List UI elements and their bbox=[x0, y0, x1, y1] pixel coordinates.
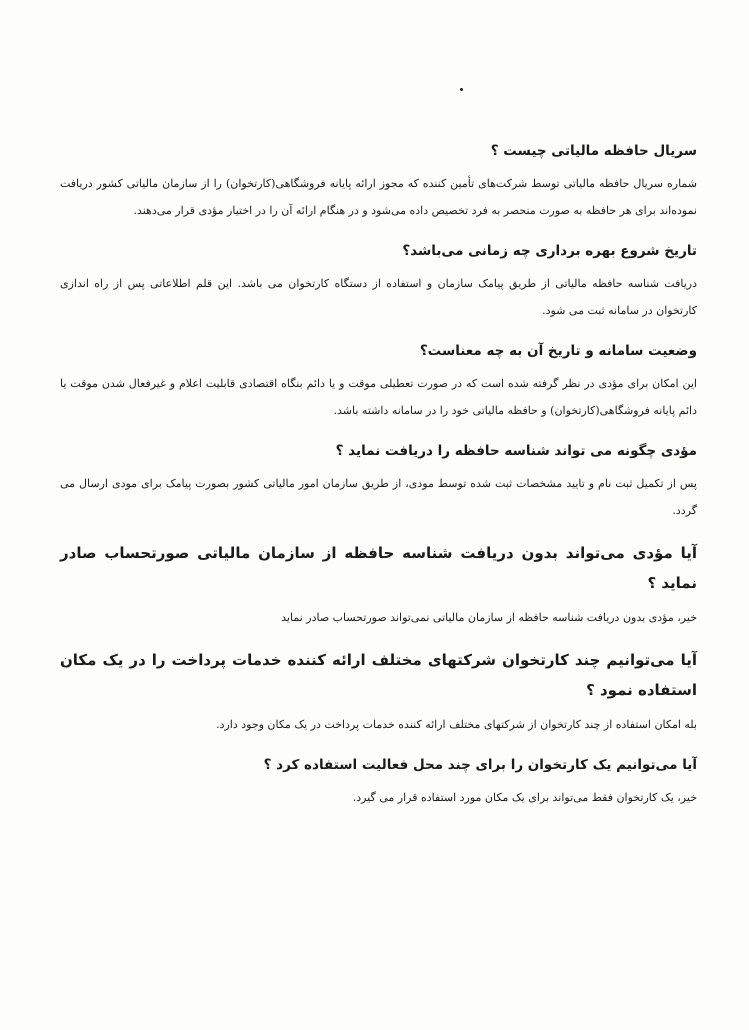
faq-section bbox=[60, 138, 697, 224]
faq-question: آیا می‌توانیم چند کارتخوان شرکتهای مختلف ارائه کننده خدمات پرداخت را در یک مکان استفاده نمود ؟ bbox=[60, 651, 697, 699]
faq-answer: پس از تکمیل ثبت نام و تایید مشخصات ثبت شده توسط مودی، از طریق سازمان امور مالیاتی کشور بصورت پیامک برای مودی ارسال می گردد. bbox=[60, 477, 697, 517]
faq-answer: خیر، یک کارتخوان فقط می‌تواند برای یک مکان مورد استفاده قرار می گیرد. bbox=[352, 791, 697, 804]
faq-section bbox=[60, 645, 697, 738]
faq-section bbox=[60, 238, 697, 324]
faq-answer: شماره سریال حافظه مالیاتی توسط شرکت‌های تأمین کننده که مجوز ارائه پایانه فروشگاهی(کارتخوان) را از سازمان مالیاتی کشور دریافت نموده‌اند برای هر حافظه به صورت منحصر به فرد تخصیص داده می‌شود و در هنگام ارائه آن را در اختیار مؤدی قرار می‌دهند. bbox=[60, 177, 697, 217]
faq-question: تاریخ شروع بهره برداری چه زمانی می‌باشد؟ bbox=[402, 243, 697, 259]
faq-question: آیا می‌توانیم یک کارتخوان را برای چند محل فعالیت استفاده کرد ؟ bbox=[263, 757, 697, 773]
faq-answer: این امکان برای مؤدی در نظر گرفته شده است که در صورت تعطیلی موقت و یا دائم بنگاه اقتصادی قابلیت اعلام و غیرفعال شدن موقت یا دائم پایانه فروشگاهی(کارتخوان) و حافظه مالیاتی خود را در سامانه داشته باشد. bbox=[60, 377, 697, 417]
faq-section bbox=[60, 752, 697, 811]
scan-speck bbox=[460, 88, 463, 91]
faq-answer: دریافت شناسه حافظه مالیاتی از طریق پیامک سازمان و استفاده از دستگاه کارتخوان می باشد. این قلم اطلاعاتی پس از راه اندازی کارتخوان در سامانه ثبت می شود. bbox=[60, 277, 697, 317]
faq-question: مؤدی چگونه می تواند شناسه حافظه را دریافت نماید ؟ bbox=[335, 443, 697, 459]
faq-answer: خیر، مؤدی بدون دریافت شناسه حافظه از سازمان مالیاتی نمی‌تواند صورتحساب صادر نماید bbox=[281, 611, 697, 624]
faq-question: سریال حافظه مالیاتی چیست ؟ bbox=[490, 143, 697, 159]
faq-answer: بله امکان استفاده از چند کارتخوان از شرکتهای مختلف ارائه کننده خدمات پرداخت در یک مکان وجود دارد. bbox=[216, 718, 697, 731]
faq-section bbox=[60, 538, 697, 631]
faq-content bbox=[60, 138, 697, 825]
faq-question: وضعیت سامانه و تاریخ آن به چه معناست؟ bbox=[419, 343, 697, 359]
faq-section bbox=[60, 338, 697, 424]
faq-section bbox=[60, 438, 697, 524]
faq-question: آیا مؤدی می‌تواند بدون دریافت شناسه حافظه از سازمان مالیاتی صورتحساب صادر نماید ؟ bbox=[60, 544, 697, 592]
